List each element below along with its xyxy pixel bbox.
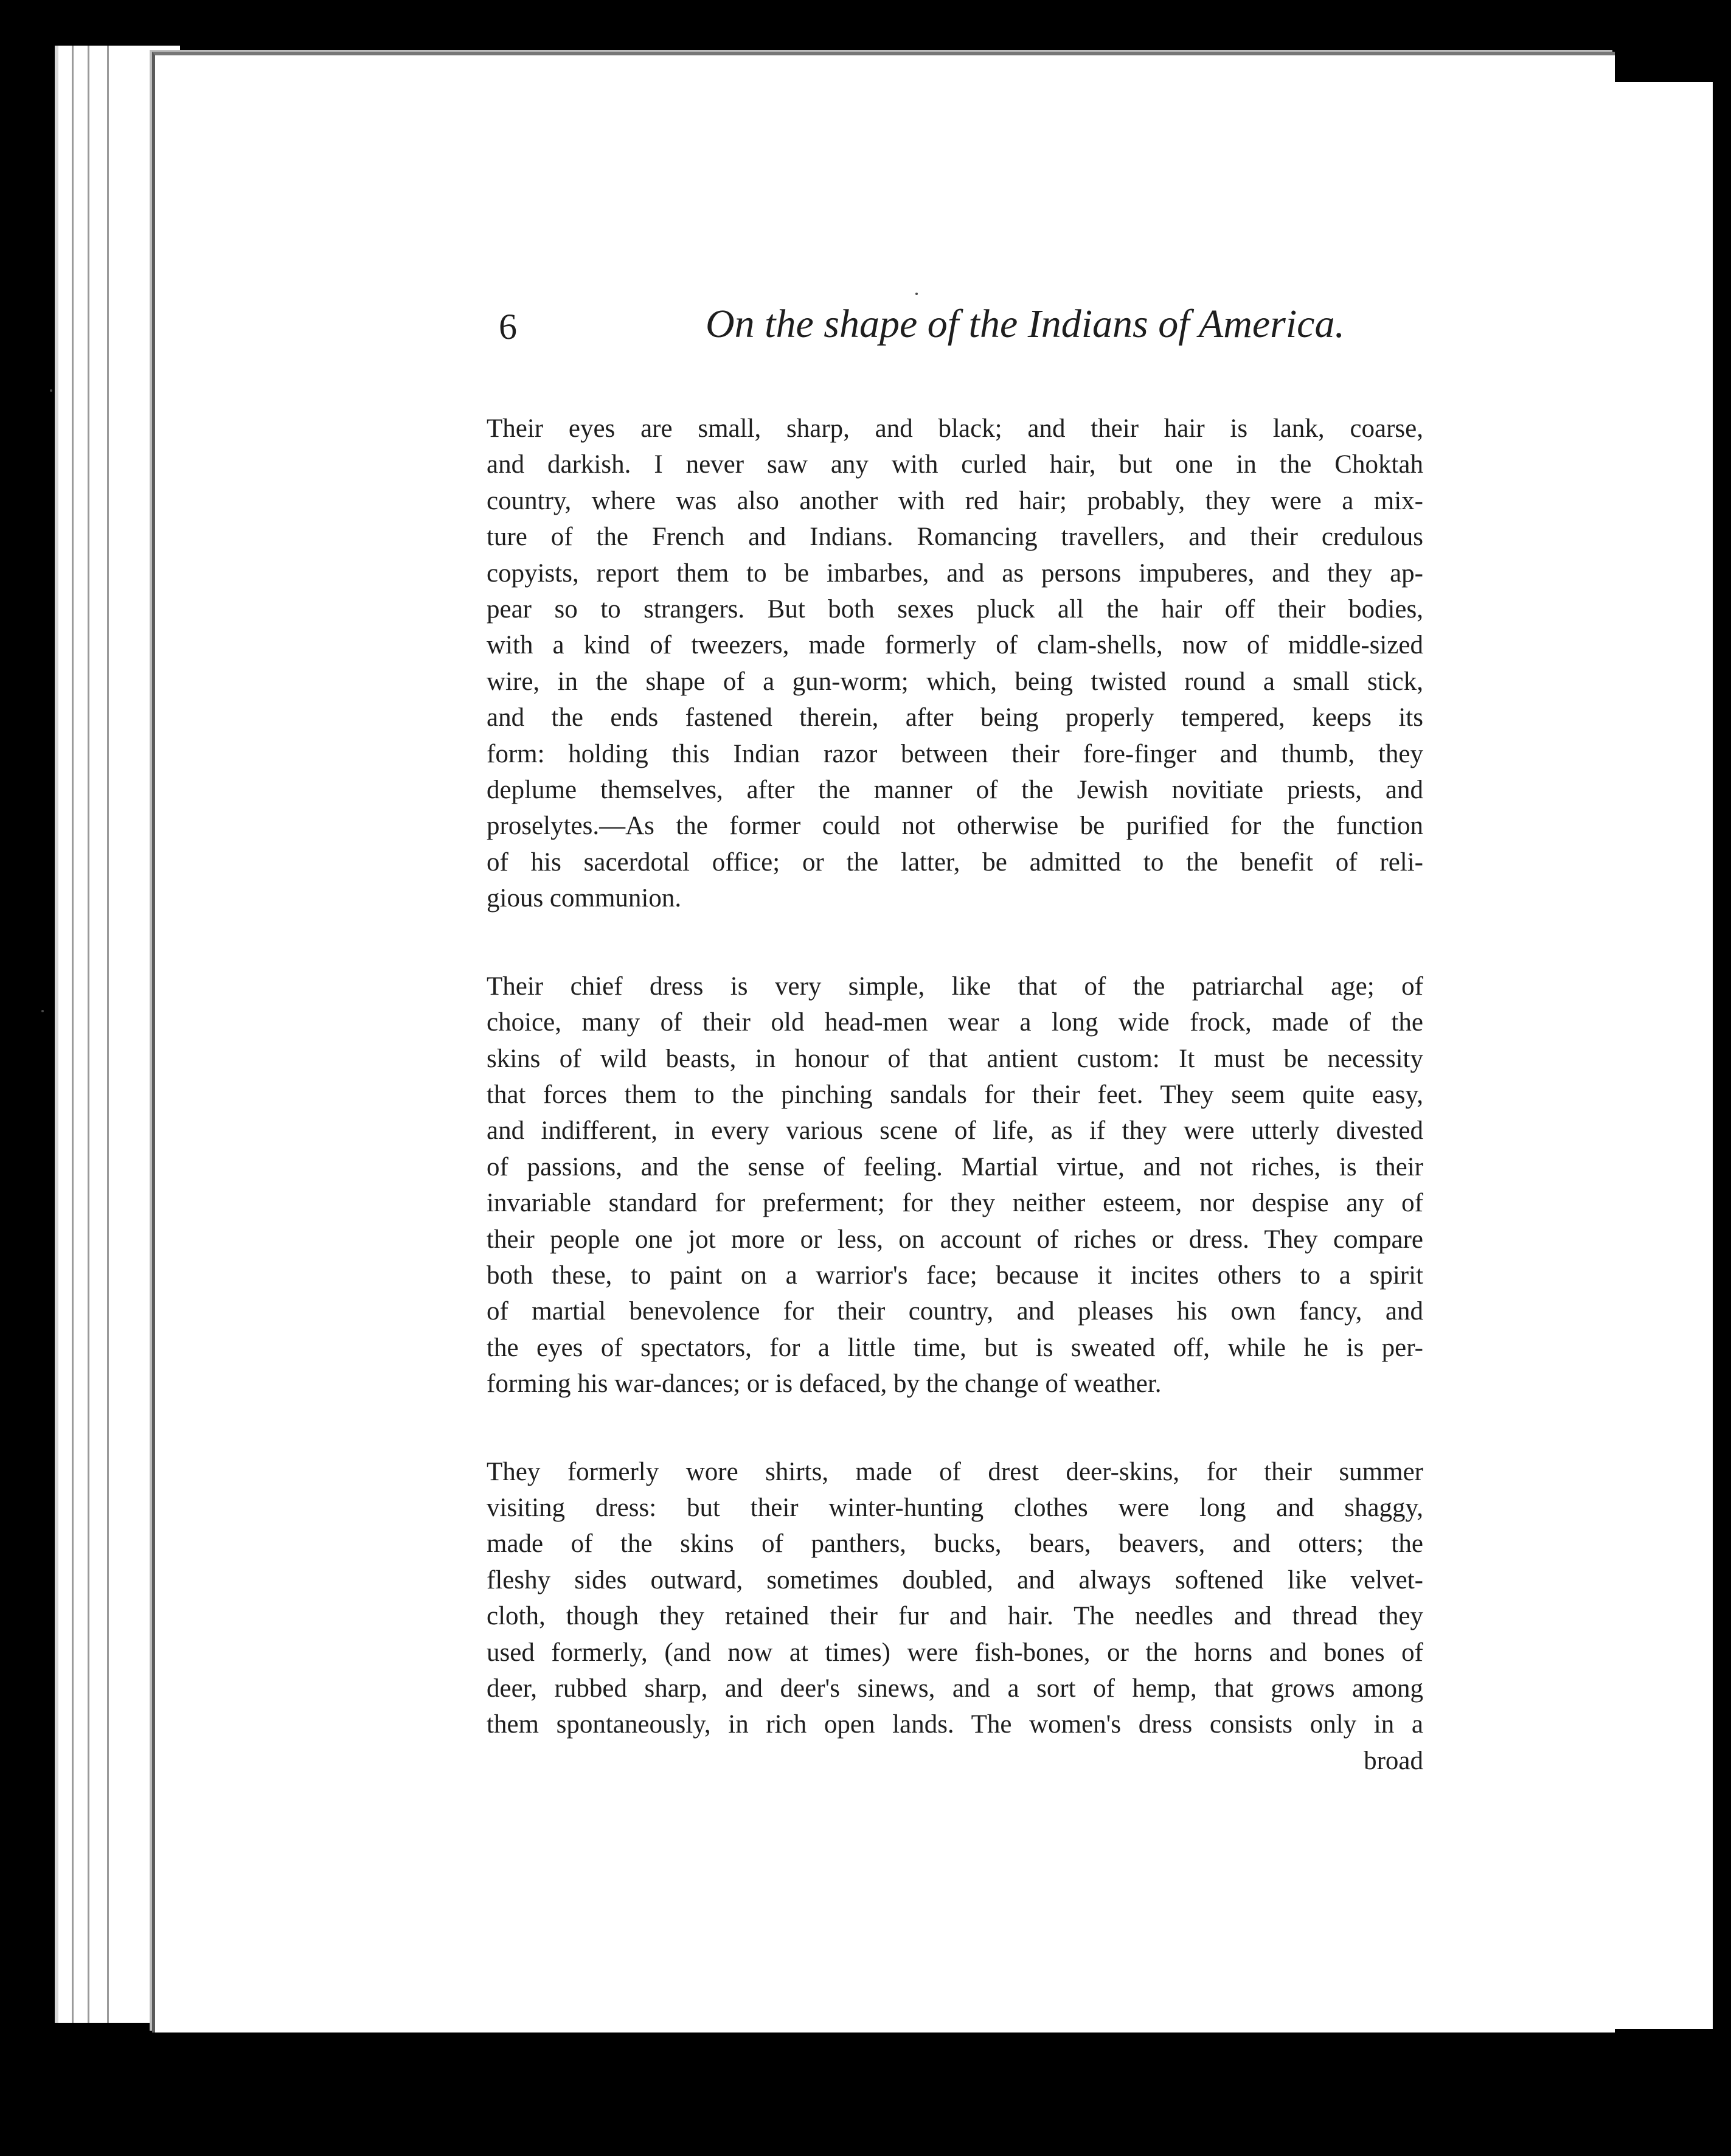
page-edge-line bbox=[72, 46, 74, 2023]
text-line: visiting dress: but their winter-hunting clothes were long and shaggy, bbox=[487, 1493, 1423, 1522]
text-line: the eyes of spectators, for a little time, but is sweated off, while he is per- bbox=[487, 1333, 1423, 1362]
text-line: used formerly, (and now at times) were fish-bones, or the horns and bones of bbox=[487, 1638, 1423, 1667]
catchword: broad bbox=[1364, 1747, 1423, 1775]
facing-page-edge bbox=[1603, 82, 1713, 2029]
page-edge-line bbox=[107, 46, 109, 2023]
text-line: cloth, though they retained their fur and hair. The needles and thread they bbox=[487, 1602, 1423, 1631]
text-line: both these, to paint on a warrior's face; because it incites others to a spirit bbox=[487, 1261, 1423, 1290]
paragraph-dress bbox=[487, 968, 1423, 1402]
text-line: with a kind of tweezers, made formerly of clam-shells, now of middle-sized bbox=[487, 631, 1423, 660]
text-line: deplume themselves, after the manner of the Jewish novitiate priests, and bbox=[487, 776, 1423, 805]
text-line: skins of wild beasts, in honour of that antient custom: It must be necessity bbox=[487, 1044, 1423, 1073]
text-line: fleshy sides outward, sometimes doubled, and always softened like velvet- bbox=[487, 1565, 1423, 1594]
text-line: pear so to strangers. But both sexes pluck all the hair off their bodies, bbox=[487, 595, 1423, 624]
text-line: made of the skins of panthers, bucks, bears, beavers, and otters; the bbox=[487, 1529, 1423, 1559]
text-line: invariable standard for preferment; for they neither esteem, nor despise any of bbox=[487, 1189, 1423, 1218]
text-line: gious communion. bbox=[487, 884, 682, 913]
text-line: of martial benevolence for their country, and pleases his own fancy, and bbox=[487, 1297, 1423, 1326]
running-head bbox=[499, 301, 1606, 374]
text-line: proselytes.—As the former could not otherwise be purified for the function bbox=[487, 812, 1423, 841]
text-line: ture of the French and Indians. Romancing travellers, and their credulous bbox=[487, 523, 1423, 552]
scan-speck bbox=[915, 293, 918, 295]
text-line: choice, many of their old head-men wear a long wide frock, made of the bbox=[487, 1008, 1423, 1037]
page-edge-line bbox=[88, 46, 89, 2023]
body-text bbox=[487, 411, 1423, 1775]
scan-speck bbox=[50, 389, 52, 392]
text-line: copyists, report them to be imbarbes, and as persons impuberes, and they ap- bbox=[487, 558, 1423, 588]
text-line: them spontaneously, in rich open lands. The women's dress consists only in a bbox=[487, 1710, 1423, 1739]
text-line: wire, in the shape of a gun-worm; which, being twisted round a small stick, bbox=[487, 667, 1423, 696]
text-line: of passions, and the sense of feeling. Martial virtue, and not riches, is their bbox=[487, 1152, 1423, 1181]
text-line: of his sacerdotal office; or the latter, be admitted to the benefit of reli- bbox=[487, 847, 1423, 877]
scan-speck bbox=[41, 1010, 44, 1012]
paragraph-hair bbox=[487, 411, 1423, 917]
text-line: form: holding this Indian razor between their fore-finger and thumb, they bbox=[487, 739, 1423, 768]
text-line: forming his war-dances; or is defaced, by the change of weather. bbox=[487, 1369, 1162, 1399]
text-line: their people one jot more or less, on account of riches or dress. They compare bbox=[487, 1225, 1423, 1254]
running-head-title: On the shape of the Indians of America. bbox=[706, 302, 1345, 346]
page-number: 6 bbox=[499, 307, 517, 347]
text-line: and the ends fastened therein, after being properly tempered, keeps its bbox=[487, 703, 1423, 732]
text-line: and darkish. I never saw any with curled hair, but one in the Choktah bbox=[487, 450, 1423, 479]
text-line: Their eyes are small, sharp, and black; and their hair is lank, coarse, bbox=[487, 414, 1423, 443]
paragraph-clothes bbox=[487, 1454, 1423, 1743]
text-line: They formerly wore shirts, made of drest deer-skins, for their summer bbox=[487, 1457, 1423, 1486]
text-line: deer, rubbed sharp, and deer's sinews, and a sort of hemp, that grows among bbox=[487, 1674, 1423, 1703]
text-line: Their chief dress is very simple, like that of the patriarchal age; of bbox=[487, 972, 1423, 1001]
text-line: that forces them to the pinching sandals for their feet. They seem quite easy, bbox=[487, 1080, 1423, 1109]
text-line: country, where was also another with red hair; probably, they were a mix- bbox=[487, 486, 1423, 515]
text-line: and indifferent, in every various scene of life, as if they were utterly divested bbox=[487, 1116, 1423, 1146]
